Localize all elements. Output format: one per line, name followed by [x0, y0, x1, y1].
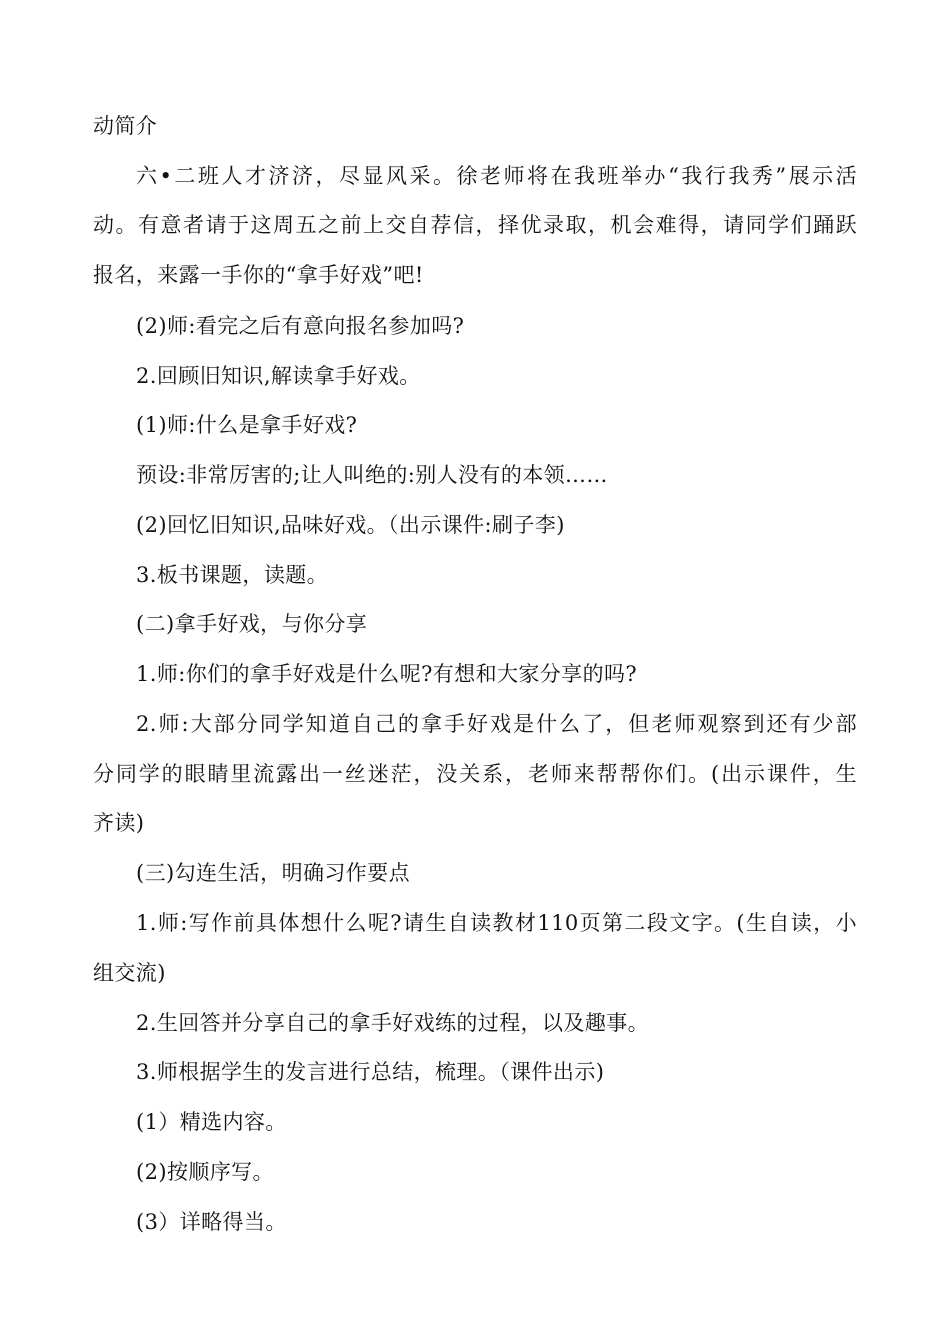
list-item: 2.回顾旧知识,解读拿手好戏。 — [136, 364, 421, 388]
list-item: (1）精选内容。 — [136, 1110, 287, 1134]
announcement-line-1: 六•二班人才济济，尽显风采。徐老师将在我班举办“我行我秀”展示活 — [136, 164, 857, 188]
text-line-continuation: 动简介 — [93, 114, 158, 138]
paragraph-line: 2.师:大部分同学知道自己的拿手好戏是什么了，但老师观察到还有少部 — [136, 712, 857, 736]
announcement-line-2: 动。有意者请于这周五之前上交自荐信，择优录取，机会难得，请同学们踊跃 — [93, 213, 857, 237]
paragraph-line: 1.师:写作前具体想什么呢?请生自读教材110页第二段文字。(生自读，小 — [136, 911, 857, 935]
list-item: (1)师:什么是拿手好戏? — [136, 413, 358, 437]
list-item: 3.板书课题，读题。 — [136, 563, 329, 587]
list-item: 1.师:你们的拿手好戏是什么呢?有想和大家分享的吗? — [136, 662, 638, 686]
list-item: (2)按顺序写。 — [136, 1160, 274, 1184]
section-heading: (二)拿手好戏，与你分享 — [136, 612, 368, 636]
paragraph-line: 分同学的眼睛里流露出一丝迷茫，没关系，老师来帮帮你们。(出示课件，生 — [93, 762, 857, 786]
list-item: (2)师:看完之后有意向报名参加吗? — [136, 314, 465, 338]
section-heading: (三)勾连生活，明确习作要点 — [136, 861, 410, 885]
list-item: 3.师根据学生的发言进行总结，梳理。（课件出示) — [136, 1060, 605, 1084]
list-item: (3）详略得当。 — [136, 1210, 287, 1234]
announcement-line-3: 报名，来露一手你的“拿手好戏”吧! — [93, 263, 424, 287]
list-item: 预设:非常厉害的;让人叫绝的:别人没有的本领…… — [136, 463, 608, 487]
paragraph-line: 齐读) — [93, 811, 145, 835]
list-item: (2)回忆旧知识,品味好戏。（出示课件:刷子李) — [136, 513, 565, 537]
paragraph-line: 组交流) — [93, 961, 166, 985]
list-item: 2.生回答并分享自己的拿手好戏练的过程，以及趣事。 — [136, 1011, 650, 1035]
